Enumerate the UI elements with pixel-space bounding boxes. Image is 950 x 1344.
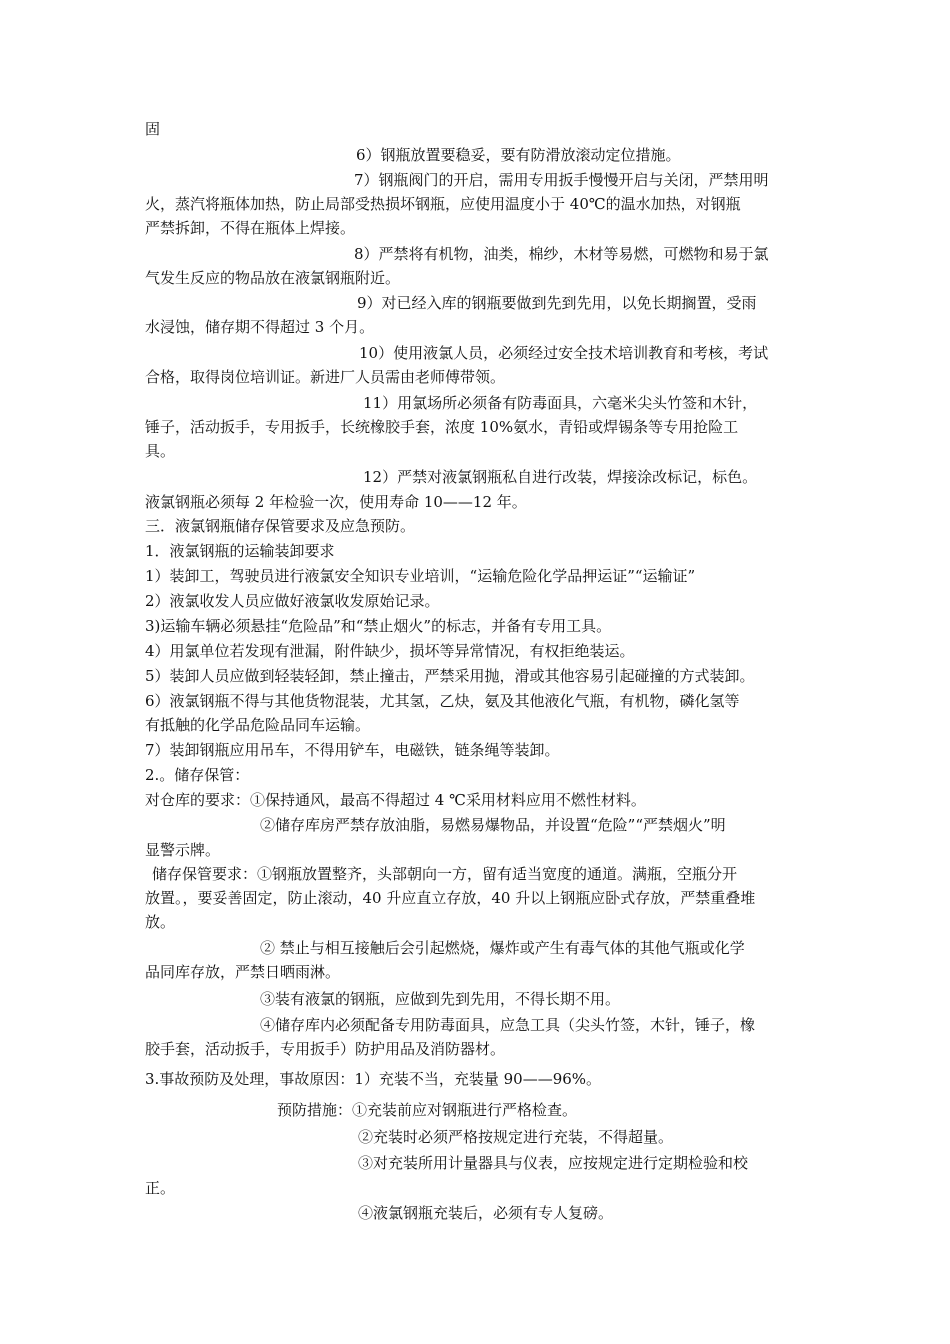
text-line: 显警示牌。 <box>145 841 221 859</box>
text-line: 7）装卸钢瓶应用吊车，不得用铲车，电磁铁，链条绳等装卸。 <box>145 741 560 759</box>
text-line: 7）钢瓶阀门的开启，需用专用扳手慢慢开启与关闭，严禁用明 <box>354 171 769 189</box>
text-line: 放置。，要妥善固定，防止滚动，40 升应直立存放，40 升以上钢瓶应卧式存放，严禁重叠堆 <box>145 889 756 907</box>
text-line: 正。 <box>145 1179 176 1197</box>
text-line: 品同库存放，严禁日晒雨淋。 <box>145 963 341 981</box>
text-line: 5）装卸人员应做到轻装轻卸，禁止撞击，严禁采用抛，滑或其他容易引起碰撞的方式装卸。 <box>145 667 755 685</box>
text-line: ④液氯钢瓶充装后，必须有专人复磅。 <box>358 1204 614 1222</box>
text-line: 9）对已经入库的钢瓶要做到先到先用，以免长期搁置，受雨 <box>357 294 757 312</box>
text-line: ④储存库内必须配备专用防毒面具，应急工具（尖头竹签，木针，锤子，橡 <box>260 1016 756 1034</box>
text-line: 8）严禁将有机物，油类，棉纱，木材等易燃，可燃物和易于氯 <box>354 245 769 263</box>
section-heading: 三．液氯钢瓶储存保管要求及应急预防。 <box>145 517 416 535</box>
text-line: 6）液氯钢瓶不得与其他货物混装，尤其氢，乙炔，氨及其他液化气瓶，有机物，磷化氢等 <box>145 692 740 710</box>
text-line: 12）严禁对液氯钢瓶私自进行改装，焊接涂改标记，标色。 <box>363 468 758 486</box>
text-line: 胶手套，活动扳手，专用扳手）防护用品及消防器材。 <box>145 1040 506 1058</box>
text-line: 气发生反应的物品放在液氯钢瓶附近。 <box>145 269 401 287</box>
text-line: ③对充装所用计量器具与仪表，应按规定进行定期检验和校 <box>358 1154 749 1172</box>
text-line: 4）用氯单位若发现有泄漏，附件缺少，损坏等异常情况，有权拒绝装运。 <box>145 642 635 660</box>
text-line: 对仓库的要求：①保持通风，最高不得超过 4 ℃采用材料应用不燃性材料。 <box>145 791 646 809</box>
text-line: 严禁拆卸，不得在瓶体上焊接。 <box>145 219 356 237</box>
text-line: 3)运输车辆必须悬挂“危险品”和“禁止烟火”的标志，并备有专用工具。 <box>145 617 612 635</box>
text-line: 合格，取得岗位培训证。新进厂人员需由老师傅带领。 <box>145 368 506 386</box>
text-line: 有抵触的化学品危险品同车运输。 <box>145 716 371 734</box>
text-line: ③装有液氯的钢瓶，应做到先到先用，不得长期不用。 <box>260 990 621 1008</box>
text-line: 预防措施：①充装前应对钢瓶进行严格检查。 <box>277 1101 578 1119</box>
text-line: ②充装时必须严格按规定进行充装，不得超量。 <box>358 1128 674 1146</box>
text-line: 火，蒸汽将瓶体加热，防止局部受热损坏钢瓶，应使用温度小于 40℃的温水加热，对钢瓶 <box>145 195 741 213</box>
text-line: 10）使用液氯人员，必须经过安全技术培训教育和考核，考试 <box>359 344 769 362</box>
text-line: 11）用氯场所必须备有防毒面具，六毫米尖头竹签和木针， <box>363 394 758 412</box>
text-line: 1）装卸工，驾驶员进行液氯安全知识专业培训，“运输危险化学品押运证”“运输证” <box>145 567 696 585</box>
text-line: ② 禁止与相互接触后会引起燃烧，爆炸或产生有毒气体的其他气瓶或化学 <box>260 939 745 957</box>
text-line: 储存保管要求：①钢瓶放置整齐，头部朝向一方，留有适当宽度的通道。满瓶，空瓶分开 <box>152 865 738 883</box>
text-line: 6）钢瓶放置要稳妥，要有防滑放滚动定位措施。 <box>356 146 681 164</box>
text-line: 液氯钢瓶必须每 2 年检验一次，使用寿命 10——12 年。 <box>145 493 527 511</box>
text-line: 放。 <box>145 913 176 931</box>
text-line: 2）液氯收发人员应做好液氯收发原始记录。 <box>145 592 440 610</box>
text-line: ②储存库房严禁存放油脂，易燃易爆物品，并设置“危险”“严禁烟火”明 <box>260 816 726 834</box>
text-line: 水浸蚀，储存期不得超过 3 个月。 <box>145 318 375 336</box>
subsection-heading: 1．液氯钢瓶的运输装卸要求 <box>145 542 335 560</box>
text-line: 具。 <box>145 442 176 460</box>
text-line: 锤子，活动扳手，专用扳手，长统橡胶手套，浓度 10%氨水，青铅或焊锡条等专用抢险工 <box>145 418 739 436</box>
text-line: 固 <box>145 120 161 138</box>
subsection-heading: 3.事故预防及处理，事故原因：1）充装不当，充装量 90——96%。 <box>145 1070 602 1088</box>
subsection-heading: 2.。储存保管： <box>145 766 250 784</box>
